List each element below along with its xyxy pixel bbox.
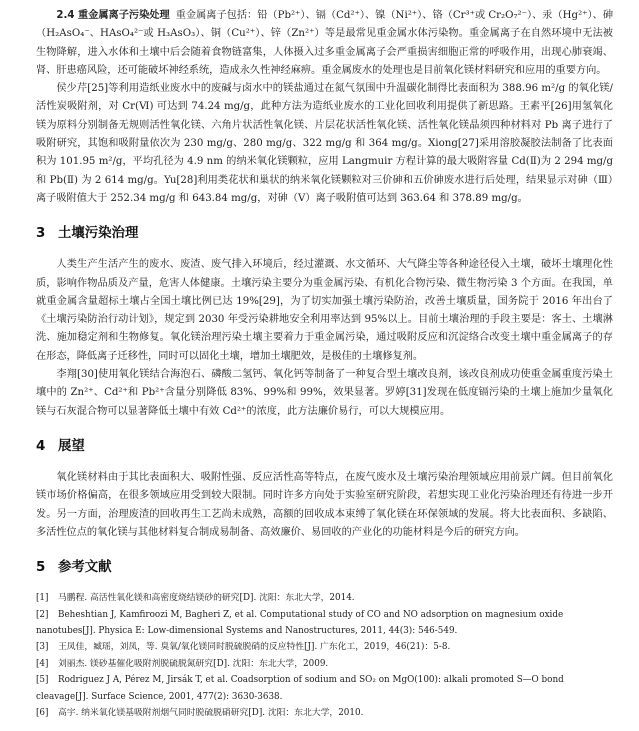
reference-number: [4] [36,658,49,669]
reference-list [36,590,613,721]
section-3-paragraph-1: 人类生产生活产生的废水、废渣、废气排入环境后，经过灌溉、水文循环、大气降尘等各种途径侵入土壤，破坏土壤理化性质，影响作物品质及产量，危害人体健康。土壤污染主要分为重金属污染、有机化合物污染、微生物污染 3 个方面。在我国，单就重金属含量超标土壤占全国土壤比例已达 19%[29]，为了切实加强土壤污染防治，改善土壤质量，国务院于 2016 年出台了《土壤污染防治行动计划》，规定到 2030 年受污染耕地安全利用率达到 95%以上。目前土壤治理的手段主要是：客土、土壤淋洗、施加稳定剂和生物修复。氧化镁治理污染土壤主要着力于重金属污染，通过吸附反应和沉淀络合改变土壤中重金属离子的存在形态，降低离子迁移性，同时可以固化土壤，增加土壤肥效，是极佳的土壤修复剂。 [36,259,613,362]
section-2-4-paragraph-1 [36,7,613,80]
reference-continuation: cleavage[J]. Surface Science, 2001, 477(2): 3630-3638. [36,691,283,702]
reference-number: [6] [36,707,49,718]
reference-item [36,705,613,721]
reference-text: 王凤佳，臧瑶，刘凤，等. 臭氧/氧化镁同时脱硫脱硝的反应特性[J]. 广东化工，2019，46(21)：5-8. [58,642,451,653]
section-3-paragraph-2: 李翔[30]使用氧化镁结合海泡石、磷酸二氢钙、氧化钙等制备了一种复合型土壤改良剂，该改良剂成功使重金属重度污染土壤中的 Zn²⁺、Cd²⁺和 Pb²⁺含量分别降低 83%、99%和 99%，效果显著。罗婷[31]发现在低度镉污染的土壤上施加少量氧化镁与石灰混合物可以显著降低土壤中有效 Cd²⁺的浓度，此方法廉价易行，可以大规模应用。 [36,369,613,417]
reference-number: [1] [36,593,49,604]
reference-item [36,639,613,655]
section-4-title: 展望 [58,438,85,454]
reference-item [36,656,613,672]
section-3-number: 3 [36,226,46,242]
reference-text: Beheshtian J, Kamfiroozi M, Bagheri Z, et al. Computational study of CO and NO adsorption on magnesium oxide [58,609,564,620]
reference-item [36,607,613,623]
reference-item [36,672,613,688]
section-3-title: 土壤污染治理 [58,226,139,242]
section-5-number: 5 [36,560,46,576]
section-4-paragraph-1: 氧化镁材料由于其比表面积大、吸附性强、反应活性高等特点，在废气废水及土壤污染治理领域应用前景广阔。但目前氧化镁市场价格偏高，在很多领域应用受到较大限制。同时许多方向处于实验室研究阶段，若想实现工业化污染治理还有待进一步开发。另一方面，治理废渣的回收再生工艺尚未成熟，高额的回收成本束缚了氧化镁在环保领域的发展。将大比表面积、多缺陷、多活性位点的氧化镁与其他材料复合制成易制备、高效廉价、易回收的产业化的功能材料是今后的研究方向。 [36,471,613,538]
section-2-4-paragraph-2: 侯少芹[25]等利用造纸业废水中的废碱与卤水中的镁盐通过在氮气氛围中升温碳化制得比表面积为 388.96 m²/g 的氧化镁/活性炭吸附剂，对 Cr(Ⅵ) 可达到 74.24 mg/g，此种方法为造纸业废水的工业化回收利用提供了新思路。王素平[26]用氢氧化镁为原料分别制备无规则活性氧化镁、六角片状活性氧化镁、片层花状活性氧化镁、活性氧化镁晶须四种材料对 Pb 离子进行了吸附研究，其饱和吸附量依次为 230 mg/g、280 mg/g、322 mg/g 和 364 mg/g。Xiong[27]采用溶胶凝胶法制备了比表面积为 101.95 m²/g，平均孔径为 4.9 nm 的纳米氧化镁颗粒，应用 Langmuir 方程计算的最大吸附容量 Cd(Ⅱ)为 2 294 mg/g 和 Pb(Ⅱ) 为 2 614 mg/g。Yu[28]利用类花状和巢状的纳米氧化镁颗粒对三价砷和五价砷废水进行后处理，结果显示对砷（Ⅲ）离子吸附值大于 252.34 mg/g 和 643.84 mg/g，对砷（Ⅴ）离子吸附值可达到 363.64 和 378.89 mg/g。 [36,83,613,204]
section-4-number: 4 [36,438,46,454]
reference-text: Rodriguez J A, Pérez M, Jirsák T, et al. Coadsorption of sodium and SO₂ on MgO(100): alkali promoted S—O bond [58,675,564,686]
reference-item [36,590,613,606]
section-4-heading [36,438,613,456]
reference-continuation: nanotubes[J]. Physica E: Low-dimensional Systems and Nanostructures, 2011, 44(3): 546-549. [36,625,458,636]
reference-text: 刘丽杰. 镁砂基催化吸附剂脱硫脱氮研究[D]. 沈阳：东北大学，2009. [58,658,329,669]
section-5-heading [36,559,613,577]
reference-text: 高宇. 纳米氧化镁基吸附剂烟气同时脱硫脱硝研究[D]. 沈阳：东北大学，2010. [58,707,364,718]
section-2-4-heading: 2.4 重金属离子污染处理 [56,10,170,21]
reference-text: 马鹏程. 高活性氧化镁和高密度烧结镁砂的研究[D]. 沈阳：东北大学，2014. [58,593,355,604]
section-2-4-text-1: 重金属离子包括：铅（Pb²⁺）、镉（Cd²⁺）、镍（Ni²⁺）、铬（Cr³⁺或 Cr₂O₇²⁻）、汞（Hg²⁺）、砷（H₂AsO₄⁻、HAsO₄²⁻或 H₃AsO₃）、铜（Cu²⁺）、锌（Zn²⁺）等是最常见重金属水体污染物。重金属离子在自然环境中无法被生物降解，进入水体和土壤中后会随着食物链富集，人体摄入过多重金属离子会严重损害细胞正常的呼吸作用，出现心肺衰竭、肾、肝患癌风险，还可能破坏神经系统，造成永久性神经麻痹。重金属废水的处理也是目前氧化镁材料研究和应用的重要方向。 [36,10,614,76]
reference-number: [2] [36,609,49,620]
reference-number: [5] [36,675,49,686]
reference-number: [3] [36,642,49,653]
section-3-heading [36,225,613,243]
section-5-title: 参考文献 [58,560,112,576]
